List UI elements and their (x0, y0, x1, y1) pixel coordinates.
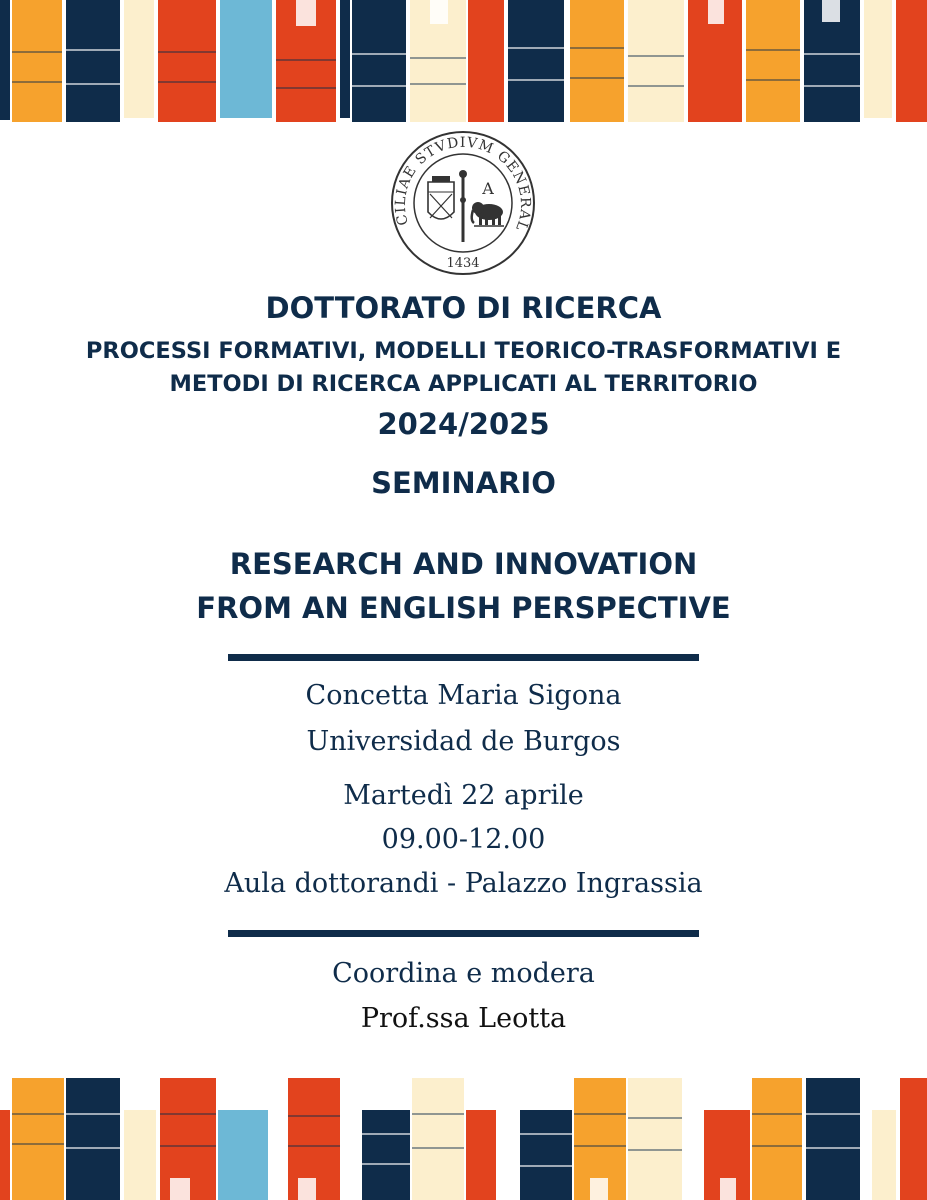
book-spines-top (0, 0, 927, 122)
seal-year: 1434 (446, 256, 480, 271)
university-seal (390, 130, 536, 276)
event-location: Aula dottorandi - Palazzo Ingrassia (224, 868, 703, 899)
program-label: DOTTORATO DI RICERCA (265, 291, 662, 325)
seal-motto: CILIAE STVDIVM GENERAL (392, 134, 534, 234)
book-border-bottom (0, 1074, 927, 1200)
divider-top (228, 654, 699, 661)
seal-letter: A (482, 179, 494, 198)
book-spines-bottom (0, 1078, 927, 1200)
program-name-line1: PROCESSI FORMATIVI, MODELLI TEORICO-TRASFORMATIVI E (85, 338, 842, 364)
event-title-line1: RESEARCH AND INNOVATION (229, 547, 698, 581)
divider-bottom (228, 930, 699, 937)
moderator-name: Prof.ssa Leotta (360, 1003, 567, 1034)
speaker-name: Concetta Maria Sigona (305, 680, 622, 711)
moderation-label: Coordina e modera (332, 958, 595, 989)
event-type: SEMINARIO (371, 466, 556, 500)
academic-year: 2024/2025 (377, 407, 550, 441)
book-border-top (0, 0, 927, 125)
event-time: 09.00-12.00 (381, 824, 546, 855)
event-title-line2: FROM AN ENGLISH PERSPECTIVE (196, 591, 731, 625)
event-date: Martedì 22 aprile (343, 780, 584, 811)
speaker-affiliation: Universidad de Burgos (306, 726, 621, 757)
program-name-line2: METODI DI RICERCA APPLICATI AL TERRITORIO (169, 371, 758, 397)
